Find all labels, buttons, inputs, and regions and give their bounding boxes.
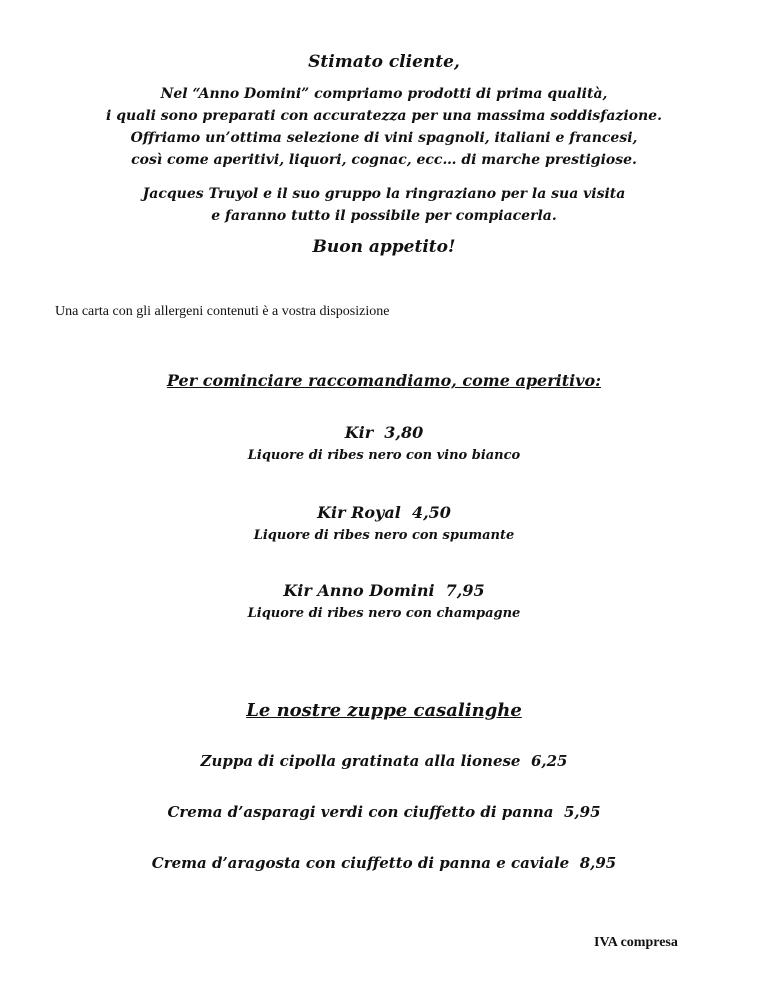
closing-wish: Buon appetito! [312,237,456,257]
drink-description: Liquore di ribes nero con vino bianco [247,448,521,463]
drink-description: Liquore di ribes nero con champagne [247,606,521,621]
intro-line: così come aperitivi, liquori, cognac, ecc… di marche prestigiose. [131,152,637,168]
soup-price: 5,95 [563,803,601,821]
drink-name: Kir Royal 4,50 [317,503,451,522]
menu-item-kir [0,423,768,463]
intro-line: i quali sono preparati con accuratezza per una massima soddisfazione. [106,108,662,124]
soup-name: Zuppa di cipolla gratinata alla lionese [200,752,521,770]
thanks-line: Jacques Truyol e il suo gruppo la ringraziano per la sua visita [142,186,626,202]
intro-line: Nel “Anno Domini” compriamo prodotti di prima qualità, [160,86,608,102]
menu-item-kir-anno-domini [0,581,768,621]
soup-name: Crema d’aragosta con ciuffetto di panna e caviale [151,854,570,872]
drink-name: Kir Anno Domini 7,95 [283,581,485,600]
vat-note: IVA compresa [594,935,678,950]
menu-item-kir-royal [0,503,768,543]
greeting: Stimato cliente, [308,52,460,72]
allergen-note: Una carta con gli allergeni contenuti è a vostra disposizione [55,304,390,319]
thanks-line: e faranno tutto il possibile per compiacerla. [211,208,557,224]
drink-description: Liquore di ribes nero con spumante [253,528,515,543]
soup-name: Crema d’asparagi verdi con ciuffetto di panna [167,803,554,821]
drink-name: Kir 3,80 [344,423,424,442]
soup-item [0,752,768,770]
drink-price: 3,80 [384,423,424,442]
intro-line: Offriamo un’ottima selezione di vini spagnoli, italiani e francesi, [130,130,638,146]
intro-paragraph [0,83,768,171]
thanks-paragraph [0,183,768,227]
soup-item [0,803,768,821]
soup-item [0,854,768,872]
soups-section-title: Le nostre zuppe casalinghe [246,700,522,721]
soup-price: 6,25 [530,752,568,770]
aperitif-section-title: Per cominciare raccomandiamo, come aperitivo: [166,371,602,390]
soup-price: 8,95 [579,854,617,872]
drink-price: 7,95 [445,581,485,600]
drink-price: 4,50 [411,503,451,522]
